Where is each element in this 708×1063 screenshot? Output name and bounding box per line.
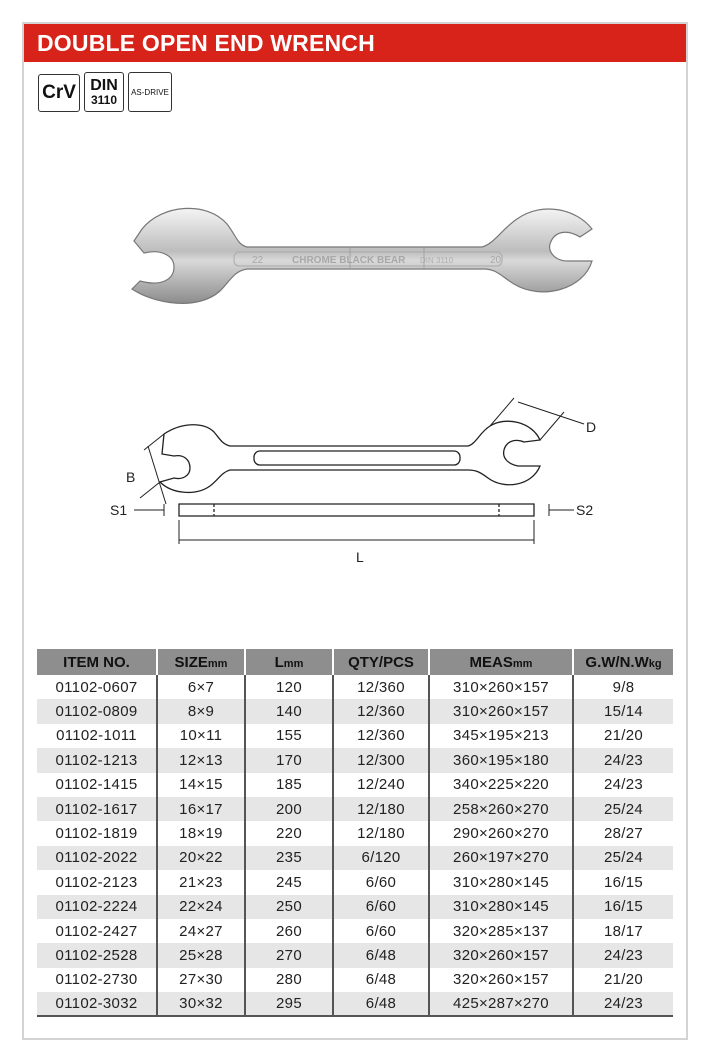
table-cell: 01102-2022 xyxy=(37,846,157,870)
table-cell: 16/15 xyxy=(573,870,673,894)
table-cell: 295 xyxy=(245,992,333,1016)
table-cell: 8×9 xyxy=(157,699,245,723)
as-drive-badge: AS-DRIVE xyxy=(128,72,172,112)
col-length: Lmm xyxy=(245,649,333,675)
table-cell: 140 xyxy=(245,699,333,723)
dim-b-label: B xyxy=(126,469,136,485)
table-row xyxy=(37,992,673,1016)
table-cell: 280 xyxy=(245,968,333,992)
table-cell: 01102-2123 xyxy=(55,873,138,891)
table-cell: 425×287×270 xyxy=(429,992,573,1016)
table-row xyxy=(37,797,673,821)
table-cell: 22×24 xyxy=(157,895,245,919)
table-cell: 235 xyxy=(245,846,333,870)
table-cell: 6/60 xyxy=(333,895,429,919)
col-meas: MEASmm xyxy=(429,649,573,675)
table-cell: 01102-0809 xyxy=(37,699,157,723)
table-cell: 6/48 xyxy=(333,992,429,1016)
table-cell: 6/48 xyxy=(333,968,429,992)
table-cell: 12/180 xyxy=(333,821,429,845)
col-weight: G.W/N.Wkg xyxy=(573,649,673,675)
table-row xyxy=(37,773,673,797)
table-cell: 12/360 xyxy=(333,724,429,748)
col-size: SIZEmm xyxy=(157,649,245,675)
table-cell: 24/23 xyxy=(573,748,673,772)
table-row xyxy=(37,943,673,967)
table-cell: 21×23 xyxy=(157,870,245,894)
table-row xyxy=(37,675,673,699)
table-cell: 200 xyxy=(245,797,333,821)
dim-d-label: D xyxy=(586,419,597,435)
col-qty: QTY/PCS xyxy=(333,649,429,675)
table-row xyxy=(37,724,673,748)
table-cell: 01102-2528 xyxy=(37,943,157,967)
spec-table xyxy=(37,649,673,1017)
table-cell: 310×260×157 xyxy=(429,699,573,723)
table-cell: 260×197×270 xyxy=(429,846,573,870)
table-cell: 6/48 xyxy=(333,943,429,967)
wrench-outline xyxy=(160,421,540,516)
table-cell: 12/180 xyxy=(333,797,429,821)
table-cell: 310×280×145 xyxy=(429,895,573,919)
table-cell: 320×260×157 xyxy=(429,943,573,967)
table-row xyxy=(37,699,673,723)
crv-badge: CrV xyxy=(38,74,80,112)
photo-brand: CHROME BLACK BEAR xyxy=(292,255,406,266)
dim-s1-label: S1 xyxy=(110,502,128,518)
table-cell: 220 xyxy=(245,821,333,845)
table-cell: 290×260×270 xyxy=(429,821,573,845)
table-cell: 320×260×157 xyxy=(429,968,573,992)
table-cell: 9/8 xyxy=(573,675,673,699)
table-cell: 01102-1415 xyxy=(55,776,138,794)
table-row xyxy=(37,968,673,992)
table-row xyxy=(37,821,673,845)
table-cell: 27×30 xyxy=(157,968,245,992)
table-cell: 270 xyxy=(245,943,333,967)
table-cell: 24/23 xyxy=(573,773,673,797)
table-cell: 01102-2427 xyxy=(55,922,138,940)
table-cell: 250 xyxy=(245,895,333,919)
table-cell: 18×19 xyxy=(157,821,245,845)
table-cell: 21/20 xyxy=(573,968,673,992)
photo-size-left: 22 xyxy=(252,255,264,266)
table-cell: 310×260×157 xyxy=(429,675,573,699)
photo-standard: DIN 3110 xyxy=(420,256,454,265)
table-row xyxy=(37,748,673,772)
table-cell: 6/60 xyxy=(333,919,429,943)
table-cell: 258×260×270 xyxy=(429,797,573,821)
table-cell: 01102-1011 xyxy=(56,727,137,745)
col-item-no: ITEM NO. xyxy=(37,649,157,675)
table-cell: 18/17 xyxy=(573,919,673,943)
dimension-lines xyxy=(134,398,584,544)
table-cell: 320×285×137 xyxy=(429,919,573,943)
table-cell: 10×11 xyxy=(157,724,245,748)
table-cell: 24/23 xyxy=(573,992,673,1016)
product-sheet xyxy=(22,22,688,1040)
table-cell: 12/240 xyxy=(333,773,429,797)
table-cell: 6×7 xyxy=(157,675,245,699)
table-cell: 340×225×220 xyxy=(429,773,573,797)
table-cell: 185 xyxy=(245,773,333,797)
table-cell: 01102-2730 xyxy=(55,971,138,989)
table-row xyxy=(37,846,673,870)
table-cell: 16/15 xyxy=(573,895,673,919)
technical-drawing xyxy=(104,394,604,594)
table-cell: 6/120 xyxy=(333,846,429,870)
din-badge: DIN 3110 xyxy=(84,72,124,112)
table-cell: 245 xyxy=(245,870,333,894)
table-cell: 260 xyxy=(245,919,333,943)
certification-badges xyxy=(38,72,172,112)
photo-size-right: 20 xyxy=(490,255,502,266)
table-cell: 01102-1819 xyxy=(55,825,138,843)
table-cell: 01102-1617 xyxy=(37,797,157,821)
table-cell: 25/24 xyxy=(573,797,673,821)
table-cell: 12/360 xyxy=(333,699,429,723)
table-cell: 24×27 xyxy=(157,919,245,943)
dim-l-label: L xyxy=(356,549,364,565)
table-cell: 12/300 xyxy=(333,748,429,772)
table-cell: 155 xyxy=(245,724,333,748)
table-cell: 25×28 xyxy=(157,943,245,967)
table-cell: 01102-1213 xyxy=(37,748,157,772)
table-row xyxy=(37,919,673,943)
table-header-row xyxy=(37,649,673,675)
wrench-photo xyxy=(102,189,622,329)
table-cell: 01102-0607 xyxy=(55,678,138,696)
table-cell: 01102-2224 xyxy=(37,895,157,919)
dim-s2-label: S2 xyxy=(576,502,594,518)
table-cell: 170 xyxy=(245,748,333,772)
table-cell: 24/23 xyxy=(573,943,673,967)
table-cell: 12×13 xyxy=(157,748,245,772)
table-cell: 01102-3032 xyxy=(37,992,157,1016)
table-cell: 12/360 xyxy=(333,675,429,699)
table-cell: 15/14 xyxy=(573,699,673,723)
table-row xyxy=(37,870,673,894)
table-cell: 21/20 xyxy=(573,724,673,748)
table-row xyxy=(37,895,673,919)
table-cell: 28/27 xyxy=(573,821,673,845)
table-cell: 360×195×180 xyxy=(429,748,573,772)
table-cell: 16×17 xyxy=(157,797,245,821)
table-cell: 310×280×145 xyxy=(429,870,573,894)
table-cell: 120 xyxy=(245,675,333,699)
table-cell: 30×32 xyxy=(157,992,245,1016)
table-cell: 25/24 xyxy=(573,846,673,870)
table-cell: 6/60 xyxy=(333,870,429,894)
table-cell: 345×195×213 xyxy=(429,724,573,748)
table-cell: 20×22 xyxy=(157,846,245,870)
page-title: DOUBLE OPEN END WRENCH xyxy=(24,24,686,62)
table-cell: 14×15 xyxy=(157,773,245,797)
